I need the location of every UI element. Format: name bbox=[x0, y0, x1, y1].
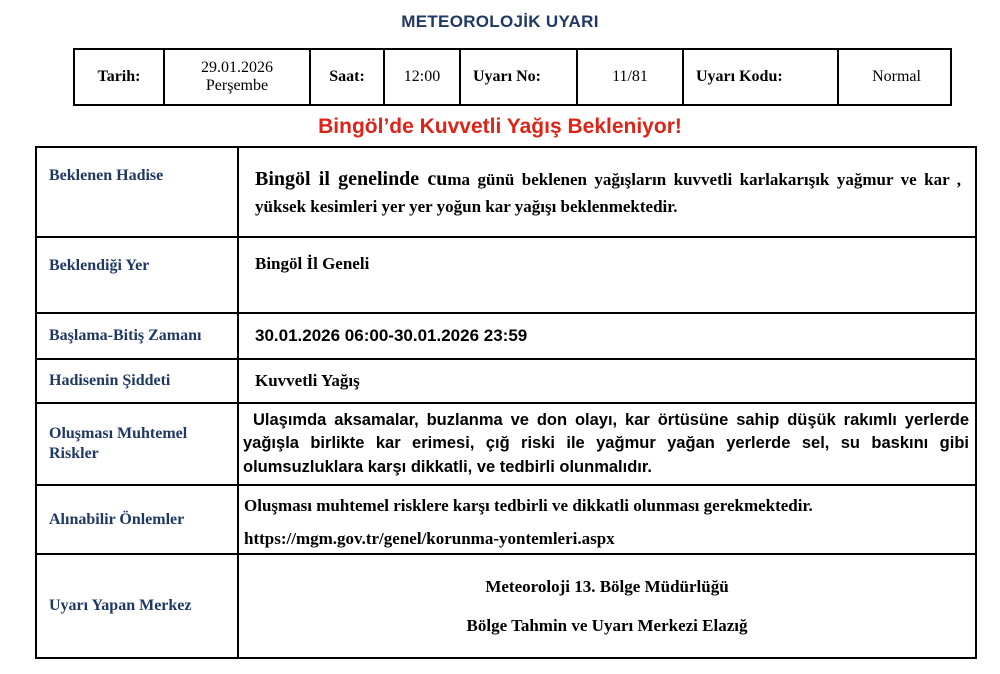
row-value-hadisenin-siddeti: Kuvvetli Yağış bbox=[239, 360, 975, 404]
tarih-day: Perşembe bbox=[205, 77, 269, 94]
uyari-no-value: 11/81 bbox=[578, 50, 684, 104]
row-label-hadisenin-siddeti: Hadisenin Şiddeti bbox=[37, 360, 239, 404]
page-title: METEOROLOJİK UYARI bbox=[401, 12, 599, 31]
info-table bbox=[73, 48, 952, 106]
row-label-baslama-bitis: Başlama-Bitiş Zamanı bbox=[37, 314, 239, 360]
uyari-kodu-label: Uyarı Kodu: bbox=[684, 50, 839, 104]
row-value-beklendigi-yer: Bingöl İl Geneli bbox=[239, 238, 975, 314]
saat-label: Saat: bbox=[311, 50, 385, 104]
row-label-muhtemel-riskler: Oluşması Muhtemel Riskler bbox=[37, 404, 239, 486]
tarih-value bbox=[165, 50, 311, 104]
uyari-no-label: Uyarı No: bbox=[461, 50, 578, 104]
tarih-label: Tarih: bbox=[75, 50, 165, 104]
tarih-date: 29.01.2026 bbox=[201, 58, 273, 76]
row-value-beklenen-hadise bbox=[239, 148, 975, 238]
row-label-beklendigi-yer: Beklendiği Yer bbox=[37, 238, 239, 314]
uyari-kodu-value: Normal bbox=[872, 67, 921, 85]
row-label-alinabilir-onlemler: Alınabilir Önlemler bbox=[37, 486, 239, 555]
merkez-line1: Meteoroloji 13. Bölge Müdürlüğü bbox=[485, 576, 729, 596]
onlem-url: https://mgm.gov.tr/genel/korunma-yontemleri.aspx bbox=[244, 529, 615, 548]
row-value-muhtemel-riskler bbox=[239, 404, 975, 486]
saat-value: 12:00 bbox=[385, 50, 461, 104]
alert-headline: Bingöl’de Kuvvetli Yağış Bekleniyor! bbox=[318, 115, 682, 138]
row-label-beklenen-hadise: Beklenen Hadise bbox=[37, 148, 239, 238]
merkez-line2: Bölge Tahmin ve Uyarı Merkezi Elazığ bbox=[466, 615, 748, 635]
row-value-baslama-bitis: 30.01.2026 06:00-30.01.2026 23:59 bbox=[239, 314, 975, 360]
row-label-uyari-yapan-merkez: Uyarı Yapan Merkez bbox=[37, 555, 239, 657]
detail-table bbox=[35, 146, 977, 659]
beklenen-hadise-lead: Bingöl il genelinde cu bbox=[255, 168, 448, 191]
row-value-alinabilir-onlemler bbox=[239, 486, 975, 555]
beklenen-hadise-text bbox=[255, 164, 961, 220]
onlem-text: Oluşması muhtemel risklere karşı tedbirli ve dikkatli olunması gerekmektedir. bbox=[244, 496, 813, 515]
muhtemel-riskler-text: Ulaşımda aksamalar, buzlanma ve don olayı, kar örtüsüne sahip düşük rakımlı yerlerde yağışla birlikte kar erimesi, çığ riski ile yağmur yağan yerlerde sel, su baskını gibi olumsuzluklara karşı dikkatli, ve tedbirli olunmalıdır. bbox=[243, 411, 969, 476]
beklenen-hadise-rest: ma günü beklenen yağışların kuvvetli karlakarışık yağmur ve kar , yüksek kesimleri yer yer yoğun kar yağışı beklenmektedir. bbox=[255, 170, 961, 217]
row-value-uyari-yapan-merkez bbox=[239, 555, 975, 657]
